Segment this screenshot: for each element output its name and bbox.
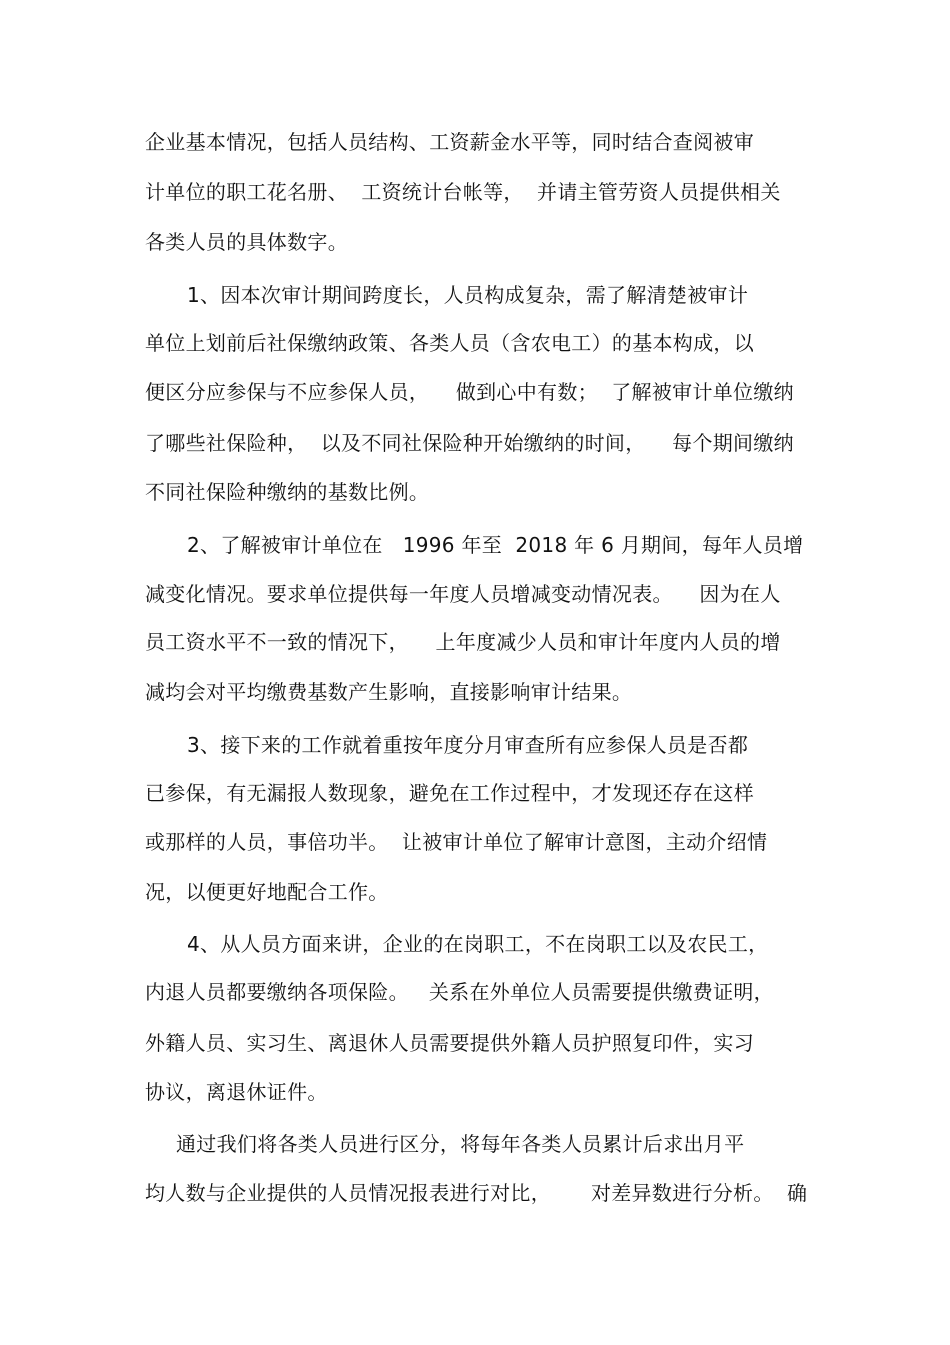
- text-line-1: 企业基本情况，包括人员结构、工资薪金水平等，同时结合查阅被审: [145, 130, 754, 154]
- text-line-14: 已参保，有无漏报人数现象，避免在工作过程中，才发现还存在这样: [145, 781, 754, 805]
- text-line-11: 员工资水平不一致的情况下， 上年度减少人员和审计年度内人员的增: [145, 630, 781, 654]
- text-line-13: 3、接下来的工作就着重按年度分月审查所有应参保人员是否都: [187, 733, 749, 757]
- text-line-22: 均人数与企业提供的人员情况报表进行对比， 对差异数进行分析。 确: [145, 1181, 808, 1205]
- text-line-9: 2、了解被审计单位在 1996 年至 2018 年 6 月期间，每年人员增: [187, 533, 804, 557]
- text-line-19: 外籍人员、实习生、离退休人员需要提供外籍人员护照复印件，实习: [145, 1031, 754, 1055]
- text-line-16: 况，以便更好地配合工作。: [145, 880, 389, 904]
- text-line-7: 了哪些社保险种， 以及不同社保险种开始缴纳的时间， 每个期间缴纳: [145, 431, 794, 455]
- text-line-15: 或那样的人员，事倍功半。 让被审计单位了解审计意图，主动介绍情: [145, 830, 768, 854]
- text-line-8: 不同社保险种缴纳的基数比例。: [145, 480, 430, 504]
- text-line-10: 减变化情况。要求单位提供每一年度人员增减变动情况表。 因为在人: [145, 582, 781, 606]
- text-line-17: 4、从人员方面来讲，企业的在岗职工，不在岗职工以及农民工，: [187, 932, 769, 956]
- text-line-18: 内退人员都要缴纳各项保险。 关系在外单位人员需要提供缴费证明，: [145, 980, 774, 1004]
- text-line-6: 便区分应参保与不应参保人员， 做到心中有数； 了解被审计单位缴纳: [145, 380, 794, 404]
- text-line-3: 各类人员的具体数字。: [145, 230, 348, 254]
- text-line-2: 计单位的职工花名册、 工资统计台帐等， 并请主管劳资人员提供相关: [145, 180, 781, 204]
- text-line-5: 单位上划前后社保缴纳政策、各类人员（含农电工）的基本构成，以: [145, 331, 754, 355]
- text-line-20: 协议，离退休证件。: [145, 1080, 328, 1104]
- text-line-12: 减均会对平均缴费基数产生影响，直接影响审计结果。: [145, 680, 633, 704]
- text-line-4: 1、因本次审计期间跨度长，人员构成复杂，需了解清楚被审计: [187, 283, 749, 307]
- text-line-21: 通过我们将各类人员进行区分，将每年各类人员累计后求出月平: [176, 1132, 745, 1156]
